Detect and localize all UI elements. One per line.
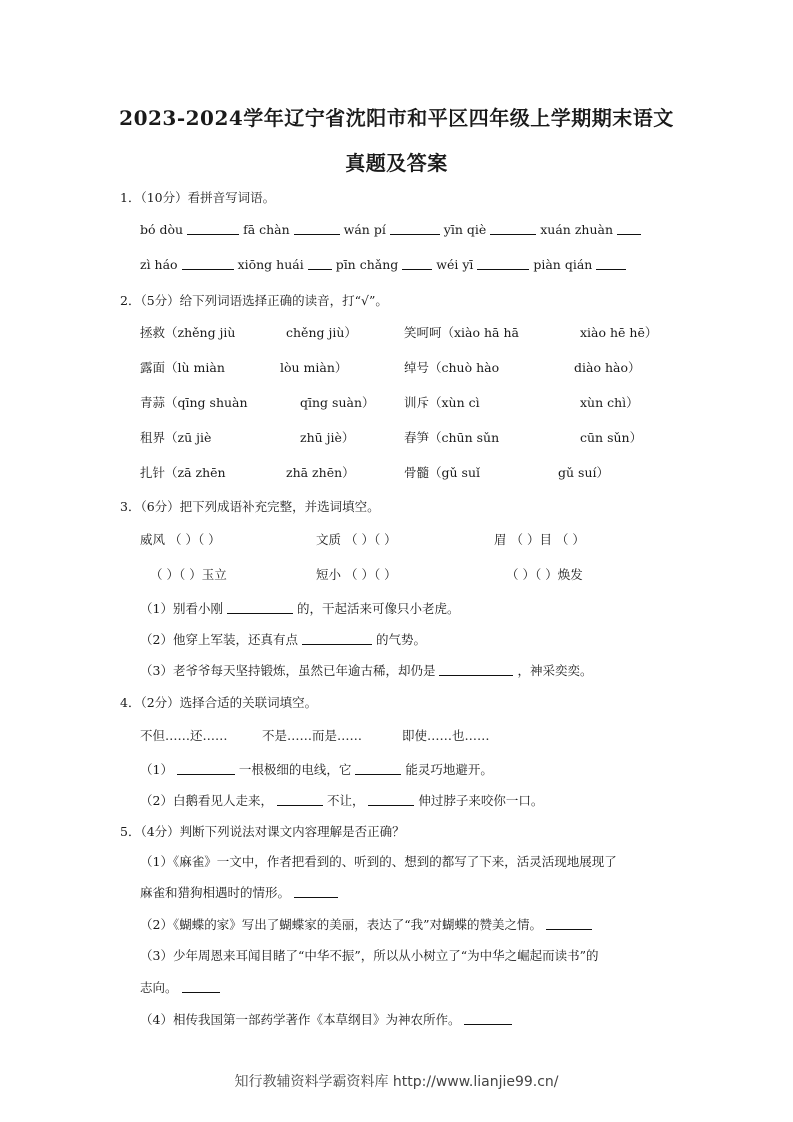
answer-blank: [182, 257, 234, 270]
q4-sentence-2: [140, 791, 543, 809]
pinyin: xuán zhuàn: [540, 222, 614, 237]
answer-blank: [464, 1012, 512, 1025]
q3-sentence-2: [140, 630, 426, 648]
q2-option: xùn chì）: [580, 395, 639, 410]
sentence-text: （1）: [140, 762, 173, 777]
sentence-text: 一根极细的电线，它: [238, 762, 352, 777]
q4-heading: 4．（2分）选择合适的关联词填空。: [120, 695, 318, 710]
q5-statement-1a: （1）《麻雀》一文中，作者把看到的、听到的、想到的都写了下来，活灵活现地展现了: [140, 854, 617, 869]
q2-option: 拯救（zhěng jiù: [140, 325, 236, 340]
conjunction-option: 即使……也……: [402, 728, 490, 743]
q2-option: 笑呵呵（xiào hā hā: [404, 325, 519, 340]
q2-option: zhū jiè）: [300, 430, 355, 445]
sentence-text: （4）相传我国第一部药学著作《本草纲目》为神农所作。: [140, 1012, 461, 1027]
sentence-text: （2）他穿上军装，还真有点: [140, 632, 298, 647]
answer-blank: [187, 222, 239, 235]
pinyin: xiōng huái: [237, 257, 304, 272]
answer-blank: [596, 257, 626, 270]
answer-blank: [294, 885, 338, 898]
sentence-text: ，神采奕奕。: [517, 663, 593, 678]
idiom-item: 威风 （ ）（ ）: [140, 532, 221, 547]
answer-blank: [294, 222, 340, 235]
q3-sentence-1: [140, 599, 459, 617]
q2-option: zhā zhēn）: [286, 465, 355, 480]
q5-statement-1b: [140, 883, 338, 901]
q5-statement-4: [140, 1010, 512, 1028]
pinyin: yīn qiè: [443, 222, 487, 237]
pinyin: wán pí: [343, 222, 386, 237]
q3-sentence-3: [140, 661, 592, 679]
q2-option: chěng jiù）: [286, 325, 357, 340]
q5-statement-2: [140, 915, 592, 933]
q2-option: cūn sǔn）: [580, 430, 643, 445]
idiom-item: （ ）（ ）玉立: [150, 567, 227, 582]
q2-option: 青蒜（qīng shuàn: [140, 395, 248, 410]
answer-blank: [277, 793, 323, 806]
idiom-item: （ ）（ ）焕发: [506, 567, 583, 582]
answer-blank: [617, 222, 641, 235]
sentence-text: （1）别看小刚: [140, 601, 223, 616]
q2-option: 骨髓（gǔ suǐ: [404, 465, 480, 480]
footer-watermark: 知行教辅资料学霸资料库 http://www.lianjie99.cn/: [234, 1074, 559, 1090]
doc-title-line2: 真题及答案: [345, 151, 448, 175]
sentence-text: 麻雀和猎狗相遇时的情形。: [140, 885, 291, 900]
conjunction-option: 不是……而是……: [262, 728, 363, 743]
doc-title-line1: 2023-2024学年辽宁省沈阳市和平区四年级上学期期末语文: [119, 106, 674, 130]
q5-statement-3b: [140, 978, 220, 996]
q2-option: diào hào）: [574, 360, 641, 375]
answer-blank: [182, 980, 220, 993]
q5-statement-3a: （3）少年周恩来耳闻目睹了“中华不振”，所以从小树立了“为中华之崛起而读书”的: [140, 948, 599, 963]
answer-blank: [227, 601, 293, 614]
answer-blank: [390, 222, 440, 235]
pinyin: wéi yī: [436, 257, 474, 272]
sentence-text: （2）白鹅看见人走来，: [140, 793, 273, 808]
answer-blank: [355, 762, 401, 775]
answer-blank: [490, 222, 536, 235]
q1-row2: [140, 257, 626, 272]
q2-option: 露面（lù miàn: [140, 360, 225, 375]
pinyin: zì háo: [140, 257, 178, 272]
answer-blank: [302, 632, 372, 645]
pinyin: pīn chǎng: [335, 257, 399, 272]
sentence-text: 的，干起活来可像只小老虎。: [296, 601, 460, 616]
pinyin: bó dòu: [140, 222, 184, 237]
sentence-text: （3）老爷爷每天坚持锻炼，虽然已年逾古稀，却仍是: [140, 663, 436, 678]
q2-option: gǔ suí）: [558, 465, 609, 480]
answer-blank: [177, 762, 235, 775]
sentence-text: 志向。: [140, 980, 178, 995]
q5-heading: 5．（4分）判断下列说法对课文内容理解是否正确？: [120, 824, 405, 839]
q2-heading: 2．（5分）给下列词语选择正确的读音，打“√”。: [120, 293, 388, 308]
sentence-text: 能灵巧地避开。: [405, 762, 493, 777]
q2-option: 租界（zū jiè: [140, 430, 212, 445]
q2-option: 训斥（xùn cì: [404, 395, 480, 410]
sentence-text: 不让，: [326, 793, 365, 808]
answer-blank: [477, 257, 529, 270]
idiom-item: 文质 （ ）（ ）: [316, 532, 397, 547]
idiom-item: 眉 （ ）目 （ ）: [494, 532, 585, 547]
pinyin: piàn qián: [533, 257, 593, 272]
answer-blank: [546, 917, 592, 930]
q2-option: 绰号（chuò hào: [404, 360, 500, 375]
conjunction-option: 不但……还……: [140, 728, 228, 743]
q3-heading: 3．（6分）把下列成语补充完整，并选词填空。: [120, 499, 380, 514]
sentence-text: 的气势。: [375, 632, 426, 647]
q2-option: lòu miàn）: [280, 360, 348, 375]
q2-option: 扎针（zā zhēn: [140, 465, 226, 480]
q4-sentence-1: [140, 760, 493, 778]
sentence-text: 伸过脖子来咬你一口。: [418, 793, 544, 808]
answer-blank: [439, 663, 513, 676]
q2-option: qīng suàn）: [300, 395, 375, 410]
q2-option: xiào hē hē）: [580, 325, 658, 340]
answer-blank: [308, 257, 332, 270]
answer-blank: [402, 257, 432, 270]
q2-option: 春笋（chūn sǔn: [404, 430, 500, 445]
q1-heading: 1．（10分）看拼音写词语。: [120, 190, 276, 205]
q1-row1: [140, 222, 641, 237]
sentence-text: （2）《蝴蝶的家》写出了蝴蝶家的美丽，表达了“我”对蝴蝶的赞美之情。: [140, 917, 542, 932]
answer-blank: [368, 793, 414, 806]
idiom-item: 短小 （ ）（ ）: [316, 567, 397, 582]
pinyin: fā chàn: [243, 222, 290, 237]
